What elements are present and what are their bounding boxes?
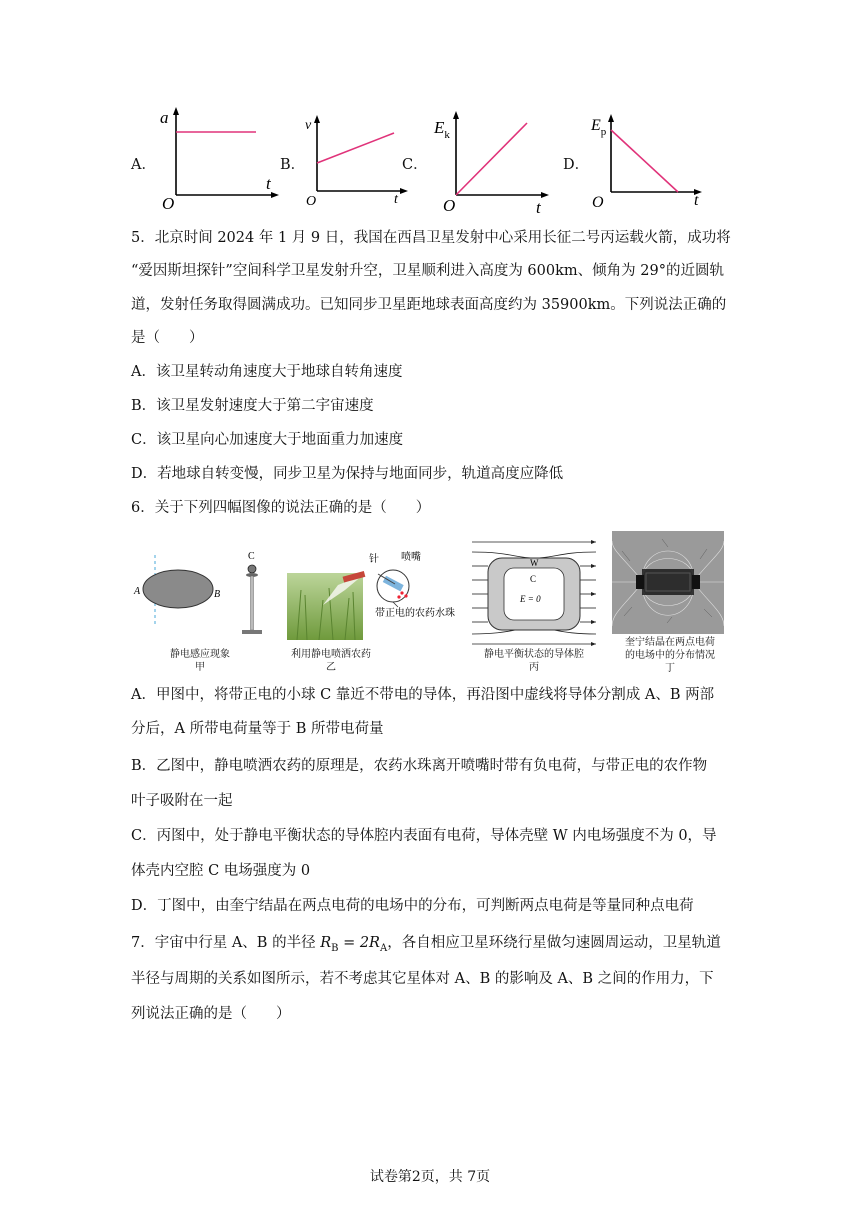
- svg-text:C: C: [248, 551, 255, 562]
- graph-ek-t: [430, 105, 555, 215]
- option-b-label: B．: [280, 157, 306, 173]
- q5-option-c: C．该卫星向心加速度大于地面重力加速度: [131, 432, 404, 448]
- figure-bing-conductor-cavity: [470, 536, 600, 648]
- q6-option-d: D．丁图中，由奎宁结晶在两点电荷的电场中的分布，可判断两点电荷是等量同种点电荷: [131, 898, 694, 914]
- graph-d-y-label: $E_p$: [591, 117, 607, 138]
- q6-option-c-line-2: 体壳内空腔 C 电场强度为 0: [131, 863, 311, 879]
- conductor-ellipse: [143, 570, 213, 608]
- q6-option-b-line-1: B．乙图中，静电喷洒农药的原理是，农药水珠离开喷嘴时带有负电荷，与带正电的农作物: [131, 758, 708, 774]
- q6-option-a-line-2: 分后，A 所带电荷量等于 B 所带电荷量: [131, 721, 384, 737]
- svg-text:B: B: [214, 589, 221, 600]
- graph-a-t: [158, 105, 283, 215]
- graph-b-line: [317, 133, 394, 163]
- charged-ball-c: [248, 565, 256, 573]
- graph-b-origin: O: [306, 194, 317, 208]
- figure-ding-caption: 奎宁结晶在两点电荷 的电场中的分布情况 丁: [625, 637, 715, 674]
- q5-stem-line-3: 道，发射任务取得圆满成功。已知同步卫星距地球表面高度约为 35900km。下列说法正确的: [131, 297, 727, 313]
- svg-text:针: 针: [369, 554, 379, 565]
- option-d-label: D．: [563, 157, 590, 173]
- figure-ding-quinine-crystals: [612, 531, 724, 634]
- graph-b-y-label: v: [305, 118, 312, 133]
- graph-d-origin: O: [592, 194, 604, 210]
- figure-jia-caption: 静电感应现象 甲: [170, 649, 230, 673]
- option-a-label: A．: [131, 157, 156, 173]
- graph-b-x-label: t: [394, 192, 398, 207]
- figure-jia-electrostatic-induction: [128, 545, 278, 645]
- graph-a-y-label: a: [160, 108, 169, 127]
- svg-text:喷嘴: 喷嘴: [401, 552, 421, 563]
- graph-ep-t: [586, 110, 711, 210]
- q5-option-a: A．该卫星转动角速度大于地球自转角速度: [131, 364, 403, 380]
- q6-option-b-line-2: 叶子吸附在一起: [131, 793, 233, 809]
- q5-stem-line-4: 是（ ）: [131, 330, 204, 346]
- q5-stem-line-1: 5．北京时间 2024 年 1 月 9 日，我国在西昌卫星发射中心采用长征二号丙运载火箭，成功将: [131, 230, 731, 246]
- figure-yi-caption: 利用静电喷洒农药 乙: [291, 649, 371, 673]
- graph-c-x-label: t: [536, 198, 541, 215]
- graph-c-origin: O: [443, 196, 456, 215]
- q7-formula: $R_B = 2R_A$: [320, 935, 388, 954]
- svg-text:W: W: [530, 558, 539, 568]
- q6-option-a-line-1: A．甲图中，将带正电的小球 C 靠近不带电的导体，再沿图中虚线将导体分割成 A、B 两部: [131, 687, 715, 703]
- q6-option-c-line-1: C．丙图中，处于静电平衡状态的导体腔内表面有电荷，导体壳壁 W 内电场强度不为 0，导: [131, 828, 717, 844]
- q6-stem: 6．关于下列四幅图像的说法正确的是（ ）: [131, 500, 431, 516]
- graph-c-line: [456, 123, 527, 195]
- q7-stem-line-3: 列说法正确的是（ ）: [131, 1006, 291, 1022]
- graph-v-t: [302, 113, 412, 208]
- graph-c-y-label: $E_k$: [434, 118, 450, 141]
- q5-option-b: B．该卫星发射速度大于第二宇宙速度: [131, 398, 374, 414]
- svg-text:带正电的农药水珠: 带正电的农药水珠: [375, 608, 455, 619]
- figure-yi-spraying-pesticide: [283, 550, 463, 650]
- svg-text:C: C: [530, 574, 537, 584]
- q7-stem-line-2: 半径与周期的关系如图所示，若不考虑其它星体对 A、B 的影响及 A、B 之间的作用力，下: [131, 971, 714, 987]
- figure-bing-caption: 静电平衡状态的导体腔 丙: [484, 649, 584, 673]
- q7-stem-line-1: 7．宇宙中行星 A、B 的半径 $R_B = 2R_A$，各自相应卫星环绕行星做匀速圆周运动，卫星轨道: [131, 935, 721, 954]
- option-c-label: C．: [402, 157, 428, 173]
- svg-text:E = 0: E = 0: [520, 594, 541, 604]
- page-footer: 试卷第2页，共 7页: [369, 1169, 491, 1185]
- q5-option-d: D．若地球自转变慢，同步卫星为保持与地面同步，轨道高度应降低: [131, 466, 564, 482]
- svg-text:A: A: [134, 586, 141, 597]
- graph-a-origin: O: [162, 194, 175, 213]
- graph-d-x-label: t: [694, 192, 699, 209]
- q5-stem-line-2: “爱因斯坦探针”空间科学卫星发射升空，卫星顺利进入高度为 600km、倾角为 29°的近圆轨: [131, 263, 724, 279]
- graph-d-line: [611, 130, 678, 192]
- graph-a-x-label: t: [266, 174, 271, 193]
